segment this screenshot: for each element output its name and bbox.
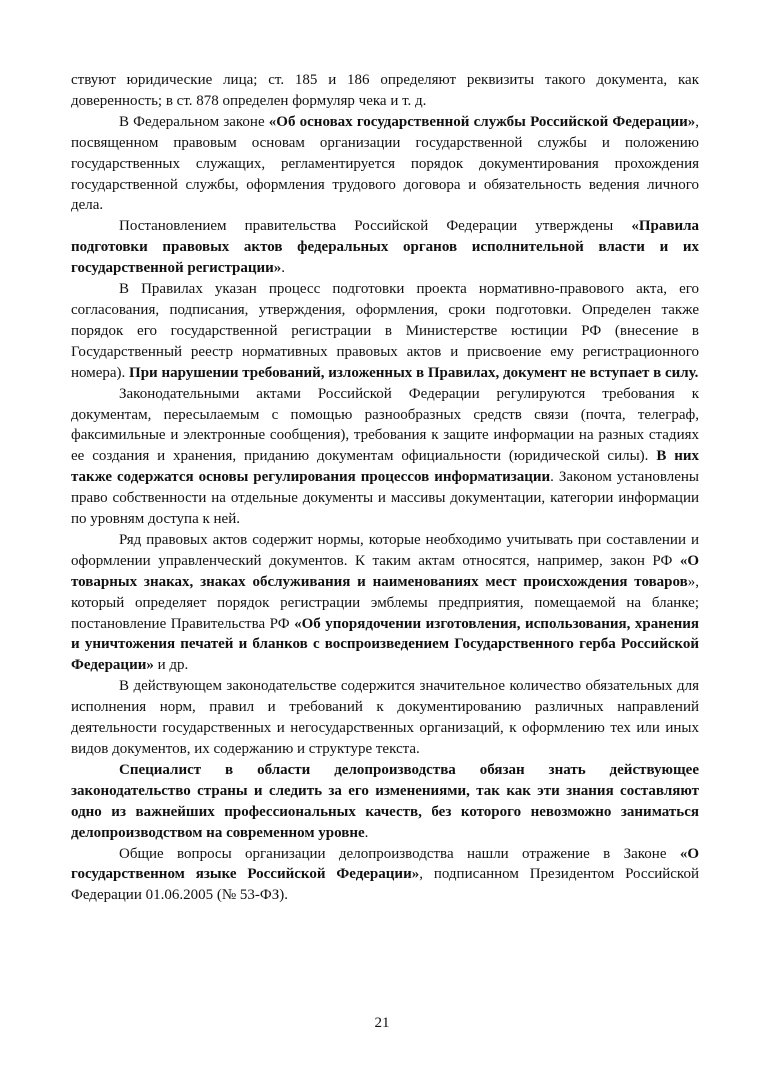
body-text bbox=[71, 70, 699, 906]
text-run: . bbox=[281, 260, 286, 277]
bold-text-run: «Об основах государственной службы Российской Федерации» bbox=[268, 113, 696, 130]
text-run: В Правилах указан процесс подготовки проекта нормативно-правового акта, его согласования, подписания, утверждения, оформления, сроки подготовки. Определен также порядок его государственной регистрации в Министерстве юстиции РФ (внесение в Государственный реестр нормативных правовых актов и присвоение ему регистрационного номера). bbox=[71, 281, 699, 381]
paragraph bbox=[71, 384, 699, 530]
text-run: В действующем законодательстве содержится значительное количество обязательных для исполнения норм, правил и требований к документированию различных направлений деятельности государственных и негосударственных организаций, к оформлению тех или иных видов документов, их содержанию и структуре текста. bbox=[71, 678, 699, 757]
text-run: В Федеральном законе bbox=[119, 113, 269, 130]
text-run: . bbox=[364, 824, 369, 841]
paragraph bbox=[71, 216, 699, 279]
page-number: 21 bbox=[374, 1015, 390, 1031]
text-run: », который определяет порядок регистрации эмблемы предприятия, помещаемой на бланке; постановление Правительства РФ bbox=[71, 573, 699, 632]
paragraph bbox=[71, 530, 699, 676]
paragraph bbox=[71, 279, 699, 384]
paragraph bbox=[71, 760, 699, 844]
bold-text-run: «Правила подготовки правовых актов федеральных органов исполнительной власти и их государственной регистрации» bbox=[71, 218, 699, 277]
paragraph bbox=[71, 844, 699, 907]
bold-text-run: В них также содержатся основы регулирования процессов информатизации bbox=[71, 448, 699, 486]
text-run: , подписанном Президентом Российской Федерации 01.06.2005 (№ 53-ФЗ). bbox=[71, 866, 699, 904]
text-run: Законодательными актами Российской Федерации регулируются требования к документам, пересылаемым с помощью разнообразных средств связи (почта, телеграф, факсимильные и электронные сообщения), требования к защите информации на разных стадиях ее создания и хранения, приданию документам официальности (юридической силы). bbox=[71, 385, 699, 465]
text-run: Ряд правовых актов содержит нормы, которые необходимо учитывать при составлении и оформлении управленческий документов. К таким актам относятся, например, закон РФ bbox=[71, 531, 699, 569]
text-run: Общие вопросы организации делопроизводства нашли отражение в Законе bbox=[119, 845, 680, 862]
text-run: и др. bbox=[153, 657, 189, 674]
bold-text-run: Специалист в области делопроизводства обязан знать действующее законодательство страны и следить за его изменениями, так как эти знания составляют одно из важнейших профессиональных качеств, без которого невозможно заниматься делопроизводством на современном уровне bbox=[71, 761, 699, 841]
bold-text-run: «Об упорядочении изготовления, использования, хранения и уничтожения печатей и бланков с воспроизведением Государственного герба Российской Федерации» bbox=[71, 615, 699, 674]
text-run: Постановлением правительства Российской Федерации утверждены bbox=[119, 218, 632, 235]
bold-text-run: «О товарных знаках, знаках обслуживания и наименованиях мест происхождения товаров bbox=[71, 552, 699, 590]
bold-text-run: «О государственном языке Российской Федерации» bbox=[71, 845, 699, 883]
paragraph bbox=[71, 112, 699, 217]
text-run: . Законом установлены право собственности на отдельные документы и массивы документации, категории информации по уровням доступа к ней. bbox=[71, 469, 699, 528]
paragraph bbox=[71, 70, 699, 112]
paragraph bbox=[71, 676, 699, 760]
bold-text-run: При нарушении требований, изложенных в Правилах, документ не вступает в силу. bbox=[129, 364, 699, 381]
text-run: , посвященном правовым основам организации государственной службы и положению государственных служащих, регламентируется порядок документирования прохождения государственной службы, оформления трудового договора и обязательность ведения личного дела. bbox=[71, 113, 699, 214]
text-run: ствуют юридические лица; ст. 185 и 186 определяют реквизиты такого документа, как доверенность; в ст. 878 определен формуляр чека и т. д. bbox=[71, 72, 699, 109]
